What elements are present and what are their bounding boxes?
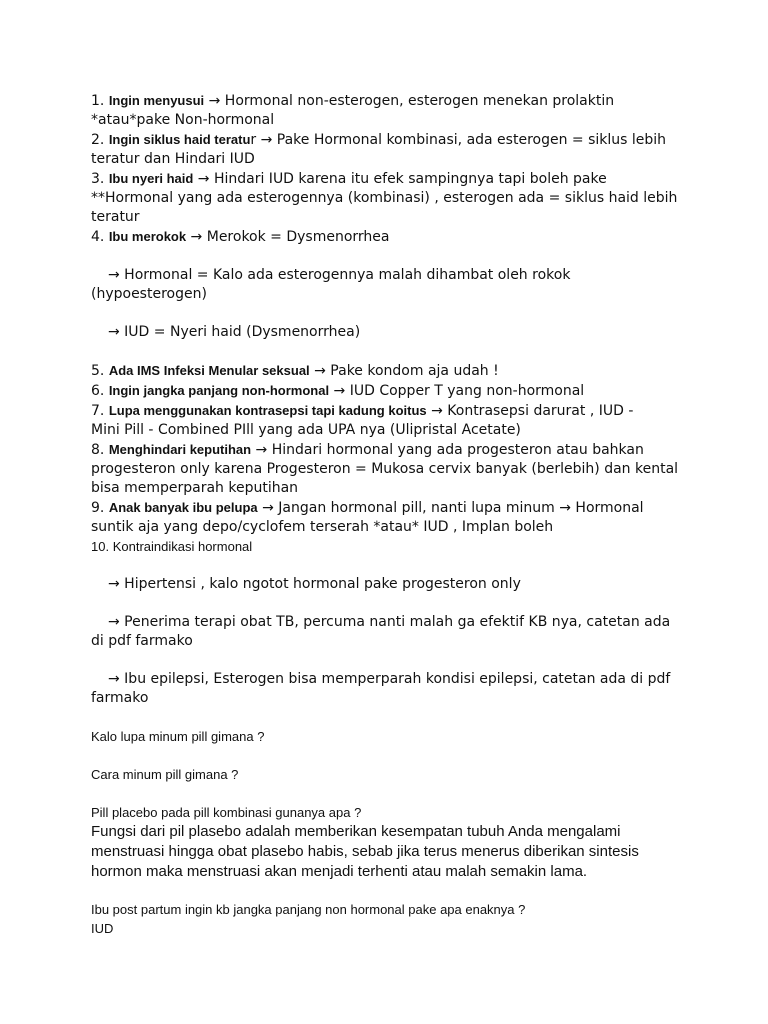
item-number: 7. <box>91 403 105 419</box>
item-text: r → Pake Hormonal kombinasi, ada esterogen = siklus lebih <box>250 132 667 148</box>
item-text: → Kontrasepsi darurat , IUD - <box>426 403 634 419</box>
item-number: 6. <box>91 383 105 399</box>
item-title: Ibu nyeri haid <box>108 171 194 186</box>
item-number: 9. <box>91 500 105 516</box>
list-item-9 <box>91 498 691 537</box>
sub-point-continued: di pdf farmako <box>91 633 193 649</box>
item-text: → Hindari IUD karena itu efek sampingnya tapi boleh pake <box>193 171 607 187</box>
list-item-2 <box>91 130 691 169</box>
sub-point: → Hipertensi , kalo ngotot hormonal pake progesteron only <box>108 576 521 592</box>
item-number: 5. <box>91 363 105 379</box>
list-item-7 <box>91 401 691 440</box>
question-4: Ibu post partum ingin kb jangka panjang non hormonal pake apa enaknya ? <box>91 902 526 917</box>
list-item-8 <box>91 440 691 498</box>
sub-point: → Penerima terapi obat TB, percuma nanti malah ga efektif KB nya, catetan ada <box>108 614 671 630</box>
question-3: Pill placebo pada pill kombinasi gunanya apa ? <box>91 805 362 820</box>
list-item-1 <box>91 91 691 130</box>
sub-point-continued: farmako <box>91 690 149 706</box>
item-title: Menghindari keputihan <box>108 442 252 457</box>
list-item-3 <box>91 169 691 227</box>
item-text-continued: **Hormonal yang ada esterogennya (kombinasi) , esterogen ada = siklus haid lebih <box>91 190 678 206</box>
item-text-continued: progesteron only karena Progesteron = Mukosa cervix banyak (berlebih) dan kental <box>91 461 679 477</box>
item-text: → IUD Copper T yang non-hormonal <box>329 383 585 399</box>
item-text: → Pake kondom aja udah ! <box>309 363 499 379</box>
answer-3: Fungsi dari pil plasebo adalah memberikan kesempatan tubuh Anda mengalami menstruasi hingga obat plasebo habis, sebab jika terus menerus diberikan sintesis hormon maka menstruasi akan menjadi terhenti atau malah semakin lama. <box>91 823 639 880</box>
item-title: Ada IMS Infeksi Menular seksual <box>108 363 310 378</box>
item-title: Ingin menyusui <box>108 93 205 108</box>
question-2: Cara minum pill gimana ? <box>91 767 239 782</box>
item-text-continued: teratur dan Hindari IUD <box>91 151 255 167</box>
item-number: 1. <box>91 93 105 109</box>
sub-point: → Hormonal = Kalo ada esterogennya malah dihambat oleh rokok <box>108 267 571 283</box>
item-title: Lupa menggunakan kontrasepsi tapi kadung koitus <box>108 403 427 418</box>
item-text-continued: suntik aja yang depo/cyclofem terserah *atau* IUD , Implan boleh <box>91 519 554 535</box>
item-text: Kontraindikasi hormonal <box>112 539 253 554</box>
item-text: → Hormonal non-esterogen, esterogen menekan prolaktin <box>204 93 615 109</box>
item-text: → Merokok = Dysmenorrhea <box>186 229 390 245</box>
item-title: Anak banyak ibu pelupa <box>108 500 258 515</box>
answer-4: IUD <box>91 921 114 936</box>
item-text: → Hindari hormonal yang ada progesteron atau bahkan <box>251 442 644 458</box>
list-item-6 <box>91 381 691 401</box>
item-title: Ibu merokok <box>108 229 187 244</box>
sub-point: → IUD = Nyeri haid (Dysmenorrhea) <box>108 324 361 340</box>
item-title: Ingin jangka panjang non-hormonal <box>108 383 330 398</box>
sub-point-continued: (hypoesterogen) <box>91 286 207 302</box>
list-item-4 <box>91 227 691 361</box>
item-text-continued: bisa memperparah keputihan <box>91 480 299 496</box>
item-title: Ingin siklus haid teratu <box>108 132 251 147</box>
list-item-10 <box>91 537 691 727</box>
item-text: → Jangan hormonal pill, nanti lupa minum → Hormonal <box>257 500 644 516</box>
item-number: 3. <box>91 171 105 187</box>
document-page <box>91 91 691 938</box>
sub-point: → Ibu epilepsi, Esterogen bisa memperparah kondisi epilepsi, catetan ada di pdf <box>108 671 671 687</box>
item-number: 4. <box>91 229 105 245</box>
list-item-5 <box>91 361 691 381</box>
item-number: 2. <box>91 132 105 148</box>
item-text-continued: Mini Pill - Combined PIll yang ada UPA nya (Ulipristal Acetate) <box>91 422 521 438</box>
question-section <box>91 727 691 938</box>
question-1: Kalo lupa minum pill gimana ? <box>91 729 265 744</box>
item-number: 10. <box>91 539 110 554</box>
item-text-continued: *atau*pake Non-hormonal <box>91 112 275 128</box>
item-number: 8. <box>91 442 105 458</box>
item-text-continued: teratur <box>91 209 140 225</box>
